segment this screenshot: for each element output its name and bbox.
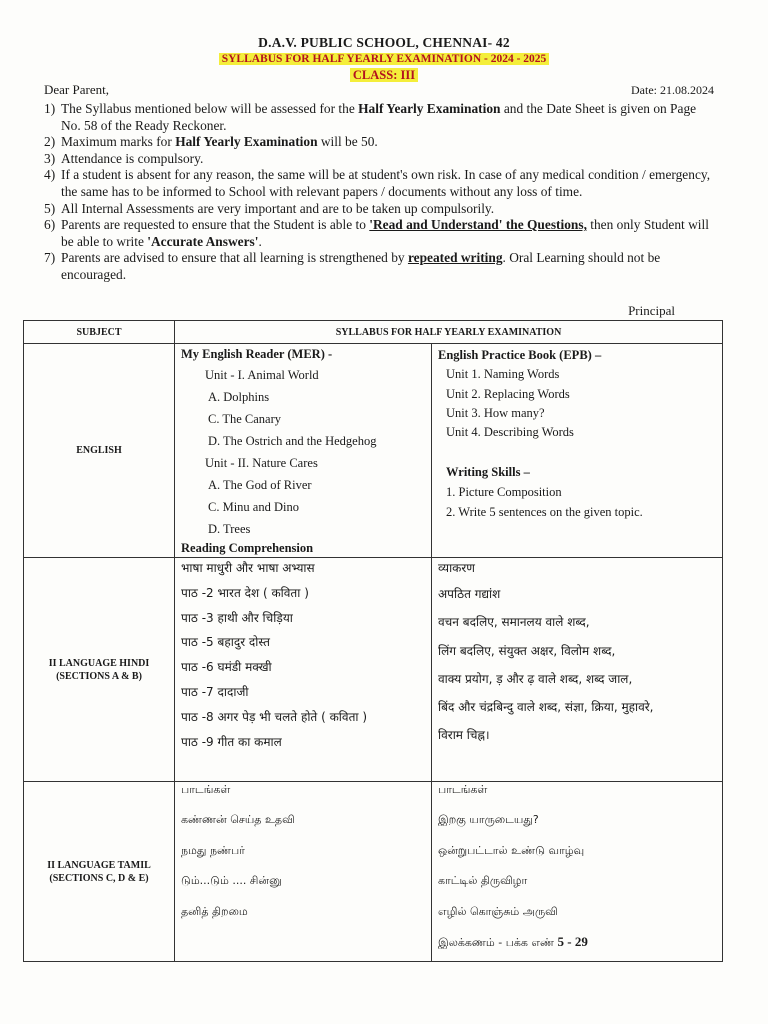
hindi-left-cell [175, 558, 432, 782]
tamil-lesson: ஒன்றுபட்டால் உண்டு வாழ்வு [438, 844, 585, 857]
subject-hindi-line1: II LANGUAGE HINDI [48, 657, 150, 669]
subject-header: SUBJECT [24, 321, 175, 344]
english-left-cell [175, 344, 432, 558]
epb-line: Unit 1. Naming Words [446, 367, 560, 381]
date: Date: 21.08.2024 [631, 83, 714, 97]
english-row [24, 344, 723, 558]
subject-hindi-line2: (SECTIONS A & B) [56, 670, 142, 682]
instruction-text: will be 50. [317, 134, 378, 150]
tamil-lesson: இறகு யாருடையது? [438, 813, 539, 826]
mer-line: Unit - I. Animal World [205, 368, 319, 382]
class-title-wrap [0, 68, 768, 83]
subject-hindi [24, 558, 175, 782]
instruction-number: 7) [44, 250, 56, 266]
instruction-item [44, 101, 719, 134]
hindi-grammar: विराम चिह्न। [438, 728, 490, 742]
mer-line: C. The Canary [208, 412, 282, 426]
subject-tamil-line2: (SECTIONS C, D & E) [49, 872, 149, 884]
instructions-list [44, 101, 719, 284]
epb-line: English Practice Book (EPB) – [438, 348, 602, 362]
hindi-grammar: वचन बदलिए, समानलय वाले शब्द, [438, 615, 590, 629]
hindi-grammar: लिंग बदलिए, संयुक्त अक्षर, विलोम शब्द, [438, 644, 616, 658]
mer-line: A. The God of River [208, 478, 312, 492]
hindi-grammar: अपठित गद्यांश [438, 587, 501, 601]
epb-line: 2. Write 5 sentences on the given topic. [446, 505, 643, 519]
syllabus-title: SYLLABUS FOR HALF YEARLY EXAMINATION - 2024 - 2025 [219, 53, 550, 65]
principal-signature: Principal [628, 303, 675, 318]
instruction-text: Parents are requested to ensure that the Student is able to [61, 217, 370, 233]
instruction-item [44, 217, 719, 250]
instruction-text: Maximum marks for [61, 134, 176, 150]
mer-line: Unit - II. Nature Cares [205, 456, 318, 470]
tamil-left-cell [175, 782, 432, 962]
mer-line: My English Reader (MER) - [181, 347, 333, 361]
tamil-lesson: டும்...டும் .... சின்னு [181, 874, 282, 887]
instruction-number: 1) [44, 101, 56, 116]
syllabus-title-wrap [0, 53, 768, 65]
epb-line: Writing Skills – [446, 465, 530, 479]
tamil-lesson: நமது நண்பர் [181, 844, 245, 857]
subject-tamil-line1: II LANGUAGE TAMIL [47, 859, 151, 871]
hindi-grammar: व्याकरण [438, 561, 475, 575]
instruction-text: The Syllabus mentioned below will be assessed for the [61, 101, 359, 116]
instruction-text: If a student is absent for any reason, the same will be at student's own risk. In case of any medical condition / emergency, the same has to be informed to School with relevant papers / documents without any loss of time. [61, 167, 711, 199]
mer-line: D. Trees [208, 522, 251, 536]
instruction-number: 4) [44, 167, 56, 183]
tamil-lesson: தனித் திறமை [181, 905, 248, 918]
tamil-grammar-line [438, 934, 588, 951]
instruction-text: . [258, 233, 262, 249]
hindi-lesson: पाठ -8 अगर पेड़ भी चलते होते ( कविता ) [181, 710, 368, 724]
epb-line: Unit 4. Describing Words [446, 425, 574, 439]
hindi-grammar: वाक्य प्रयोग, ड़ और ढ़ वाले शब्द, शब्द जाल, [438, 672, 633, 686]
table-header-row [24, 321, 723, 344]
mer-line: D. The Ostrich and the Hedgehog [208, 434, 377, 448]
hindi-right-cell [432, 558, 723, 782]
hindi-lesson: पाठ -7 दादाजी [181, 685, 249, 699]
class-title: CLASS: III [350, 68, 418, 82]
instruction-item [44, 201, 719, 218]
instruction-item [44, 134, 719, 151]
instruction-text: repeated writing [407, 250, 503, 266]
syllabus-table [23, 320, 723, 962]
tamil-lesson: பாடங்கள் [438, 783, 488, 796]
tamil-grammar-pages: 5 - 29 [557, 934, 588, 949]
tamil-lesson: எழில் கொஞ்சும் அருவி [438, 905, 558, 918]
epb-line: Unit 3. How many? [446, 406, 545, 420]
mer-line: C. Minu and Dino [208, 500, 299, 514]
instruction-item [44, 250, 719, 283]
tamil-row [24, 782, 723, 962]
instruction-text: All Internal Assessments are very important and are to be taken up compulsorily. [61, 200, 495, 216]
subject-tamil [24, 782, 175, 962]
instruction-text: . Oral Learning should not be encouraged. [61, 250, 661, 282]
instruction-text: Attendance is compulsory. [61, 150, 204, 166]
english-right-cell [432, 344, 723, 558]
instruction-item [44, 167, 719, 200]
hindi-grammar: बिंद और चंद्रबिन्दु वाले शब्द, संज्ञा, क्रिया, मुहावरे, [438, 700, 654, 714]
epb-line: Unit 2. Replacing Words [446, 387, 570, 401]
instruction-item [44, 151, 719, 168]
hindi-lesson: पाठ -2 भारत देश ( कविता ) [181, 586, 309, 600]
hindi-lesson: भाषा माधुरी और भाषा अभ्यास [181, 561, 315, 575]
hindi-lesson: पाठ -6 घमंडी मक्खी [181, 660, 272, 674]
tamil-right-cell [432, 782, 723, 962]
instruction-text: and the Date Sheet is given on Page No. 58 of the Ready Reckoner. [61, 101, 697, 133]
school-name: D.A.V. PUBLIC SCHOOL, CHENNAI- 42 [258, 35, 510, 50]
subject-english: ENGLISH [24, 344, 175, 558]
mer-line: A. Dolphins [208, 390, 270, 404]
tamil-lesson: கண்ணன் செய்த உதவி [181, 813, 295, 826]
instruction-text: 'Read and Understand' the Questions, [369, 217, 587, 233]
instruction-number: 5) [44, 200, 56, 216]
hindi-row [24, 558, 723, 782]
tamil-grammar-label: இலக்கணம் - பக்க எண் [438, 936, 558, 949]
instruction-text: Half Yearly Examination [358, 101, 501, 116]
tamil-lesson: காட்டில் திருவிழா [438, 874, 528, 887]
hindi-lesson: पाठ -9 गीत का कमाल [181, 735, 282, 749]
tamil-lesson: பாடங்கள் [181, 783, 231, 796]
hindi-lesson: पाठ -5 बहादुर दोस्त [181, 635, 270, 649]
instruction-number: 3) [44, 150, 56, 166]
instruction-number: 6) [44, 217, 56, 233]
instruction-text: Parents are advised to ensure that all learning is strengthened by [61, 250, 408, 266]
instruction-text: Half Yearly Examination [175, 134, 318, 150]
instruction-text: 'Accurate Answers' [147, 233, 259, 249]
instruction-number: 2) [44, 134, 56, 150]
greeting: Dear Parent, [44, 82, 109, 97]
hindi-lesson: पाठ -3 हाथी और चिड़िया [181, 611, 293, 625]
mer-line: Reading Comprehension [181, 541, 314, 555]
syllabus-header: SYLLABUS FOR HALF YEARLY EXAMINATION [175, 321, 723, 344]
epb-line: 1. Picture Composition [446, 485, 562, 499]
instruction-text: then only Student will be able to write [61, 217, 709, 249]
